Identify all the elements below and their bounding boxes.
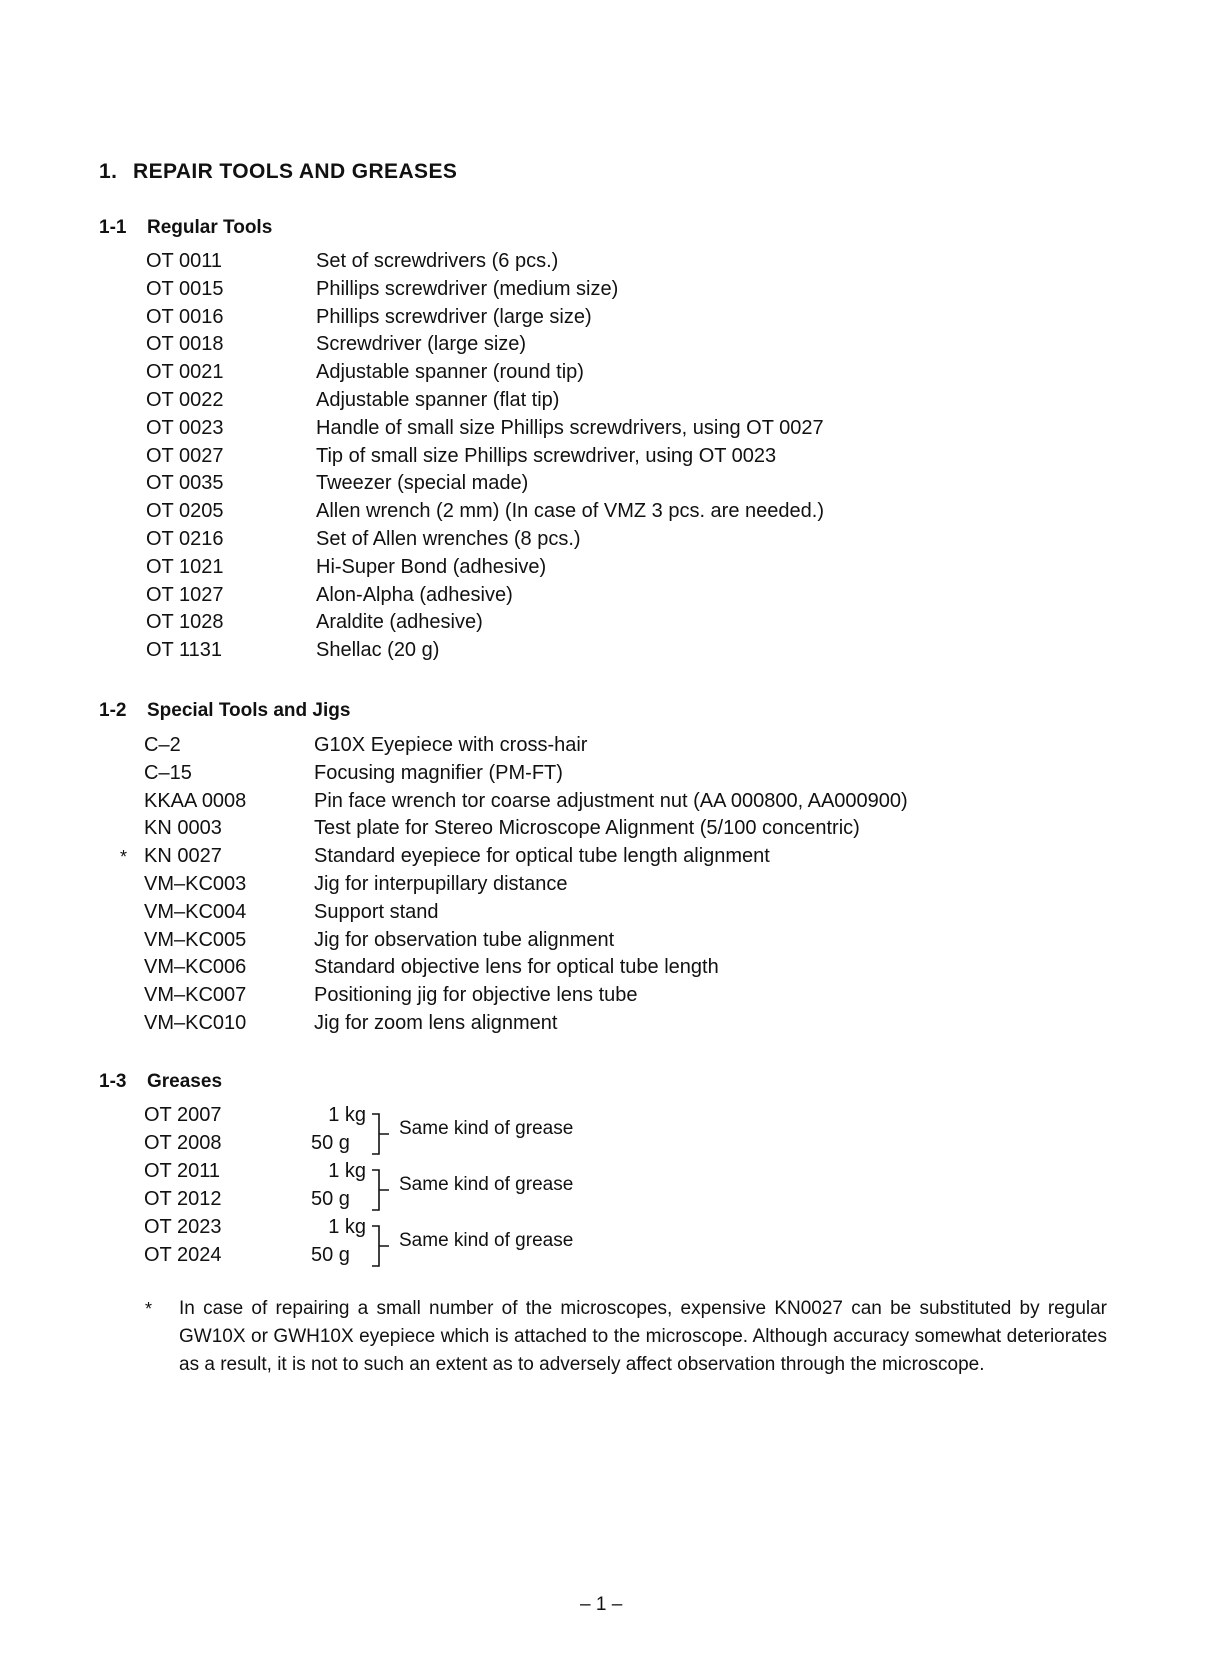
- section-title: Special Tools and Jigs: [147, 700, 351, 721]
- item-code: OT 0018: [146, 333, 224, 356]
- item-description: Araldite (adhesive): [316, 611, 483, 634]
- list-item: [144, 873, 908, 901]
- item-code: OT 0216: [146, 527, 224, 550]
- item-code: KN 0003: [144, 817, 222, 840]
- page-title-number: 1.: [99, 160, 118, 183]
- item-description: Jig for observation tube alignment: [314, 928, 615, 951]
- section-title: Greases: [147, 1071, 223, 1092]
- grease-code: OT 2011: [144, 1160, 220, 1182]
- item-code: OT 1028: [146, 611, 224, 634]
- list-item: [144, 929, 908, 957]
- item-code: OT 0021: [146, 361, 224, 384]
- bracket-icon: [370, 1225, 390, 1267]
- item-code: OT 1131: [146, 639, 222, 662]
- bracket-icon: [370, 1169, 390, 1211]
- item-description: Standard eyepiece for optical tube length alignment: [314, 845, 770, 868]
- item-description: Jig for interpupillary distance: [314, 872, 568, 895]
- item-description: Jig for zoom lens alignment: [314, 1011, 558, 1034]
- item-description: Phillips screwdriver (large size): [316, 305, 592, 328]
- item-description: Set of Allen wrenches (8 pcs.): [316, 527, 581, 550]
- list-item: [146, 417, 824, 445]
- page-number: – 1 –: [580, 1594, 623, 1615]
- item-code: VM–KC003: [144, 872, 247, 895]
- footnote-text: In case of repairing a small number of the microscopes, expensive KN0027 can be substituted by regular GW10X or GWH10X eyepiece which is attached to the microscope. Although accuracy somewhat deteriorates as a result, it is not to such an extent as to adversely affect observation through the microscope.: [179, 1298, 1107, 1375]
- section-heading-greases: [99, 1071, 222, 1093]
- grease-note: Same kind of grease: [399, 1118, 574, 1139]
- list-item: [146, 472, 824, 500]
- grease-pair: [144, 1160, 664, 1216]
- list-item: [144, 984, 908, 1012]
- special-tools-list: [120, 734, 908, 1040]
- item-code: OT 0016: [146, 305, 224, 328]
- item-code: OT 0023: [146, 416, 224, 439]
- list-item: [146, 528, 824, 556]
- list-item: [146, 500, 824, 528]
- list-item: [146, 306, 824, 334]
- section-number: 1-2: [99, 700, 127, 721]
- item-description: Hi-Super Bond (adhesive): [316, 555, 547, 578]
- item-description: Standard objective lens for optical tube length: [314, 956, 719, 979]
- section-heading-regular-tools: [99, 217, 272, 239]
- grease-note: Same kind of grease: [399, 1230, 574, 1251]
- list-item: [146, 361, 824, 389]
- item-asterisk: *: [120, 847, 128, 868]
- list-item: [146, 250, 824, 278]
- grease-code: OT 2023: [144, 1216, 222, 1238]
- footnote: [145, 1295, 1107, 1379]
- item-code: OT 0035: [146, 472, 224, 495]
- grease-pair: [144, 1216, 664, 1272]
- item-description: Handle of small size Phillips screwdrivers, using OT 0027: [316, 416, 824, 439]
- item-description: Alon-Alpha (adhesive): [316, 583, 513, 606]
- item-description: Focusing magnifier (PM-FT): [314, 761, 563, 784]
- item-code: VM–KC010: [144, 1011, 247, 1034]
- section-number: 1-3: [99, 1071, 127, 1092]
- item-code: KKAA 0008: [144, 789, 247, 812]
- list-item: [144, 956, 908, 984]
- list-item: [146, 556, 824, 584]
- grease-quantity: 50 g: [311, 1244, 350, 1266]
- item-description: Test plate for Stereo Microscope Alignment (5/100 concentric): [314, 817, 860, 840]
- item-description: Tip of small size Phillips screwdriver, using OT 0023: [316, 444, 777, 467]
- section-title: Regular Tools: [147, 217, 273, 238]
- grease-quantity: 1 kg: [328, 1160, 366, 1182]
- list-item: [146, 611, 824, 639]
- item-code: C–15: [144, 761, 192, 784]
- list-item: [144, 1012, 908, 1040]
- section-heading-special-tools: [99, 700, 350, 722]
- grease-code: OT 2012: [144, 1188, 222, 1210]
- item-description: Support stand: [314, 900, 439, 923]
- grease-quantity: 50 g: [311, 1188, 350, 1210]
- list-item: [144, 901, 908, 929]
- item-description: Phillips screwdriver (medium size): [316, 277, 619, 300]
- item-code: VM–KC005: [144, 928, 247, 951]
- item-code: OT 0011: [146, 250, 222, 272]
- item-description: Adjustable spanner (round tip): [316, 361, 584, 384]
- list-item: [146, 445, 824, 473]
- item-code: OT 1021: [146, 555, 224, 578]
- grease-pair: [144, 1104, 664, 1160]
- item-description: G10X Eyepiece with cross-hair: [314, 734, 588, 756]
- bracket-icon: [370, 1113, 390, 1155]
- item-description: Adjustable spanner (flat tip): [316, 388, 560, 411]
- list-item: [144, 790, 908, 818]
- item-description: Shellac (20 g): [316, 639, 440, 662]
- item-code: OT 0027: [146, 444, 224, 467]
- list-item: [144, 762, 908, 790]
- list-item: [146, 584, 824, 612]
- list-item: [146, 639, 824, 667]
- item-description: Pin face wrench tor coarse adjustment nut (AA 000800, AA000900): [314, 789, 908, 812]
- item-description: Set of screwdrivers (6 pcs.): [316, 250, 559, 272]
- item-code: VM–KC007: [144, 984, 247, 1007]
- item-description: Positioning jig for objective lens tube: [314, 984, 638, 1007]
- item-code: VM–KC004: [144, 900, 247, 923]
- item-description: Screwdriver (large size): [316, 333, 527, 356]
- grease-quantity: 1 kg: [328, 1216, 366, 1238]
- grease-note: Same kind of grease: [399, 1174, 574, 1195]
- item-description: Allen wrench (2 mm) (In case of VMZ 3 pcs. are needed.): [316, 500, 824, 523]
- list-item: [146, 278, 824, 306]
- greases-list: [144, 1104, 664, 1272]
- grease-quantity: 1 kg: [328, 1104, 366, 1126]
- footnote-asterisk: *: [145, 1299, 153, 1319]
- grease-code: OT 2024: [144, 1244, 222, 1266]
- item-code: C–2: [144, 734, 181, 756]
- section-number: 1-1: [99, 217, 127, 238]
- list-item: [146, 333, 824, 361]
- item-code: OT 0022: [146, 388, 224, 411]
- item-description: Tweezer (special made): [316, 472, 529, 495]
- regular-tools-list: [146, 250, 824, 667]
- item-code: OT 0015: [146, 277, 224, 300]
- page-title: [99, 160, 457, 184]
- grease-quantity: 50 g: [311, 1132, 350, 1154]
- list-item: [144, 817, 908, 845]
- page-title-text: REPAIR TOOLS AND GREASES: [133, 160, 458, 183]
- item-code: VM–KC006: [144, 956, 247, 979]
- item-code: KN 0027: [144, 845, 222, 868]
- grease-code: OT 2008: [144, 1132, 222, 1154]
- list-item: [144, 734, 908, 762]
- item-code: OT 0205: [146, 500, 224, 523]
- list-item: [120, 845, 908, 873]
- item-code: OT 1027: [146, 583, 224, 606]
- grease-code: OT 2007: [144, 1104, 222, 1126]
- list-item: [146, 389, 824, 417]
